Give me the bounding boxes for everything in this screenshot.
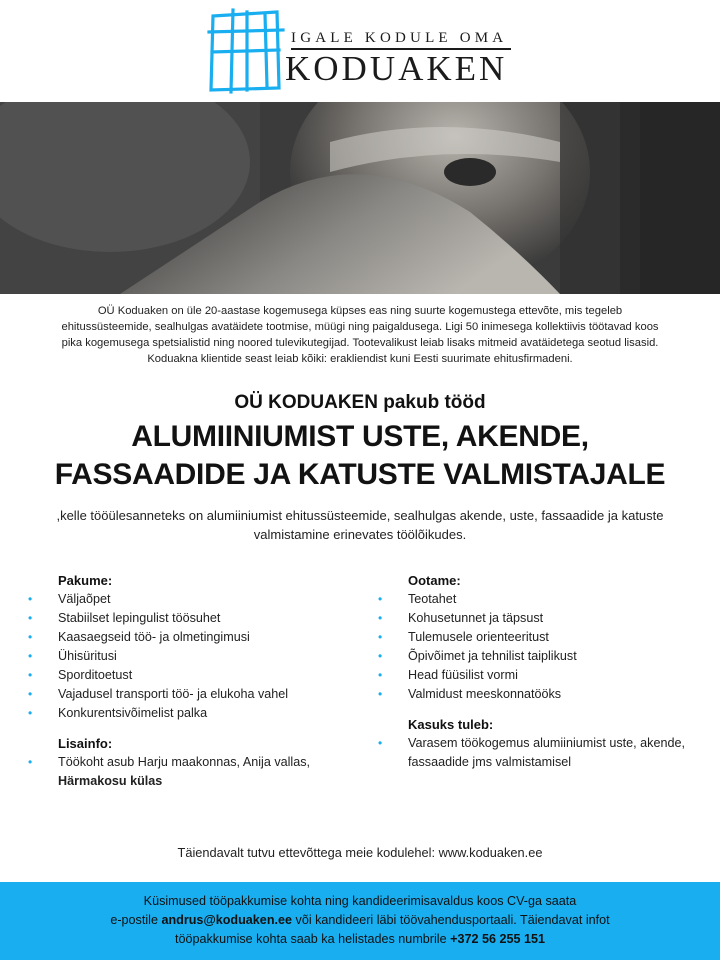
company-logo [207,8,517,94]
offer-text: pakub tööd [383,392,486,413]
job-title-line-2 [0,458,720,492]
footer-line-3-pre: tööpakkumise kohta saab ka helistades numbrile [174,932,447,946]
list-item: • Sporditoetust [28,666,348,685]
window-logo-icon [207,8,287,94]
footer-line-3 [0,930,720,949]
job-title-line-2-text: FASSAADIDE JA KATUSTE VALMISTAJALE [54,458,666,491]
extra-info-place: Härmakosu külas [58,774,163,788]
list-item: • Õpivõimet ja tehnilist taiplikust [378,647,688,666]
extra-info-text: Töökoht asub Harju maakonnas, Anija vallas, [58,755,311,769]
list-item: • Teotahet [378,590,688,609]
logo-tagline: IGALE KODULE OMA [291,30,508,46]
contact-email-link[interactable]: andrus@koduaken.ee [161,913,293,927]
list-item: • Valmidust meeskonnatööks [378,685,688,704]
offer-line [0,392,720,414]
list-item [28,753,348,791]
logo-name: KODUAKEN [285,49,508,88]
footer-line-2-post: või kandideeri läbi töövahendusportaali. Täiendavat infot [295,913,610,927]
website-line: Täiendavalt tutvu ettevõttega meie kodulehel: www.koduaken.ee [177,845,543,860]
we-offer-list [58,590,348,723]
list-item: • Konkurentsivõimelist palka [28,704,348,723]
job-title-line-1-text: ALUMIINIUMIST USTE, AKENDE, [131,420,589,453]
extra-info-title: Lisainfo: [58,736,113,751]
list-item: • Ühisüritusi [28,647,348,666]
advantage-title: Kasuks tuleb: [408,717,494,732]
contact-footer [0,882,720,960]
list-item: • Väljaõpet [28,590,348,609]
company-name: OÜ KODUAKEN [234,392,378,413]
company-intro: OÜ Koduaken on üle 20-aastase kogemusega küpses eas ning suurte kogemustega ettevõte, mis tegeleb ehitussüsteemide, sealhulgas avatäidete tootmise, müügi ning paigaldusega. Ligi 50 inimesega kollektiivis töötavad koos pika kogemusega spetsialistid ning noored tulevikutegijad. Tootevalikust leiab lisaks mitmeid avatäidetega seotud lisasid. Koduakna klientide seast leiab kõiki: erakliendist kuni Eesti suurimate ehitusfirmadeni. [61,305,659,365]
we-expect-title: Ootame: [408,573,461,588]
footer-line-2-pre: e-postile [110,913,158,927]
extra-info-list [58,753,348,791]
list-item: • Kaasaegseid töö- ja olmetingimusi [28,628,348,647]
list-item: • Vajadusel transporti töö- ja elukoha vahel [28,685,348,704]
advantage-list [408,734,688,772]
right-column [408,572,688,772]
list-item: • Head füüsilist vormi [378,666,688,685]
footer-line-2 [0,911,720,930]
list-item: • Kohusetunnet ja täpsust [378,609,688,628]
job-title-line-1 [0,420,720,454]
list-item: • Stabiilset lepingulist töösuhet [28,609,348,628]
we-expect-list [408,590,688,704]
worker-photo-illustration [0,102,720,294]
we-offer-title: Pakume: [58,573,113,588]
worker-photo [0,102,720,294]
list-item: • Tulemusele orienteeritust [378,628,688,647]
job-description: ,kelle tööülesanneteks on alumiiniumist ehitussüsteemide, sealhulgas akende, uste, fassaadide ja katuste valmistamine erinevates töölõikudes. [56,508,664,542]
footer-line-1: Küsimused tööpakkumise kohta ning kandideerimisavaldus koos CV-ga saata [143,894,577,908]
list-item: • Varasem töökogemus alumiiniumist uste, akende, fassaadide jms valmistamisel [378,734,688,772]
contact-phone-link[interactable]: +372 56 255 151 [450,932,546,946]
left-column [58,572,348,791]
